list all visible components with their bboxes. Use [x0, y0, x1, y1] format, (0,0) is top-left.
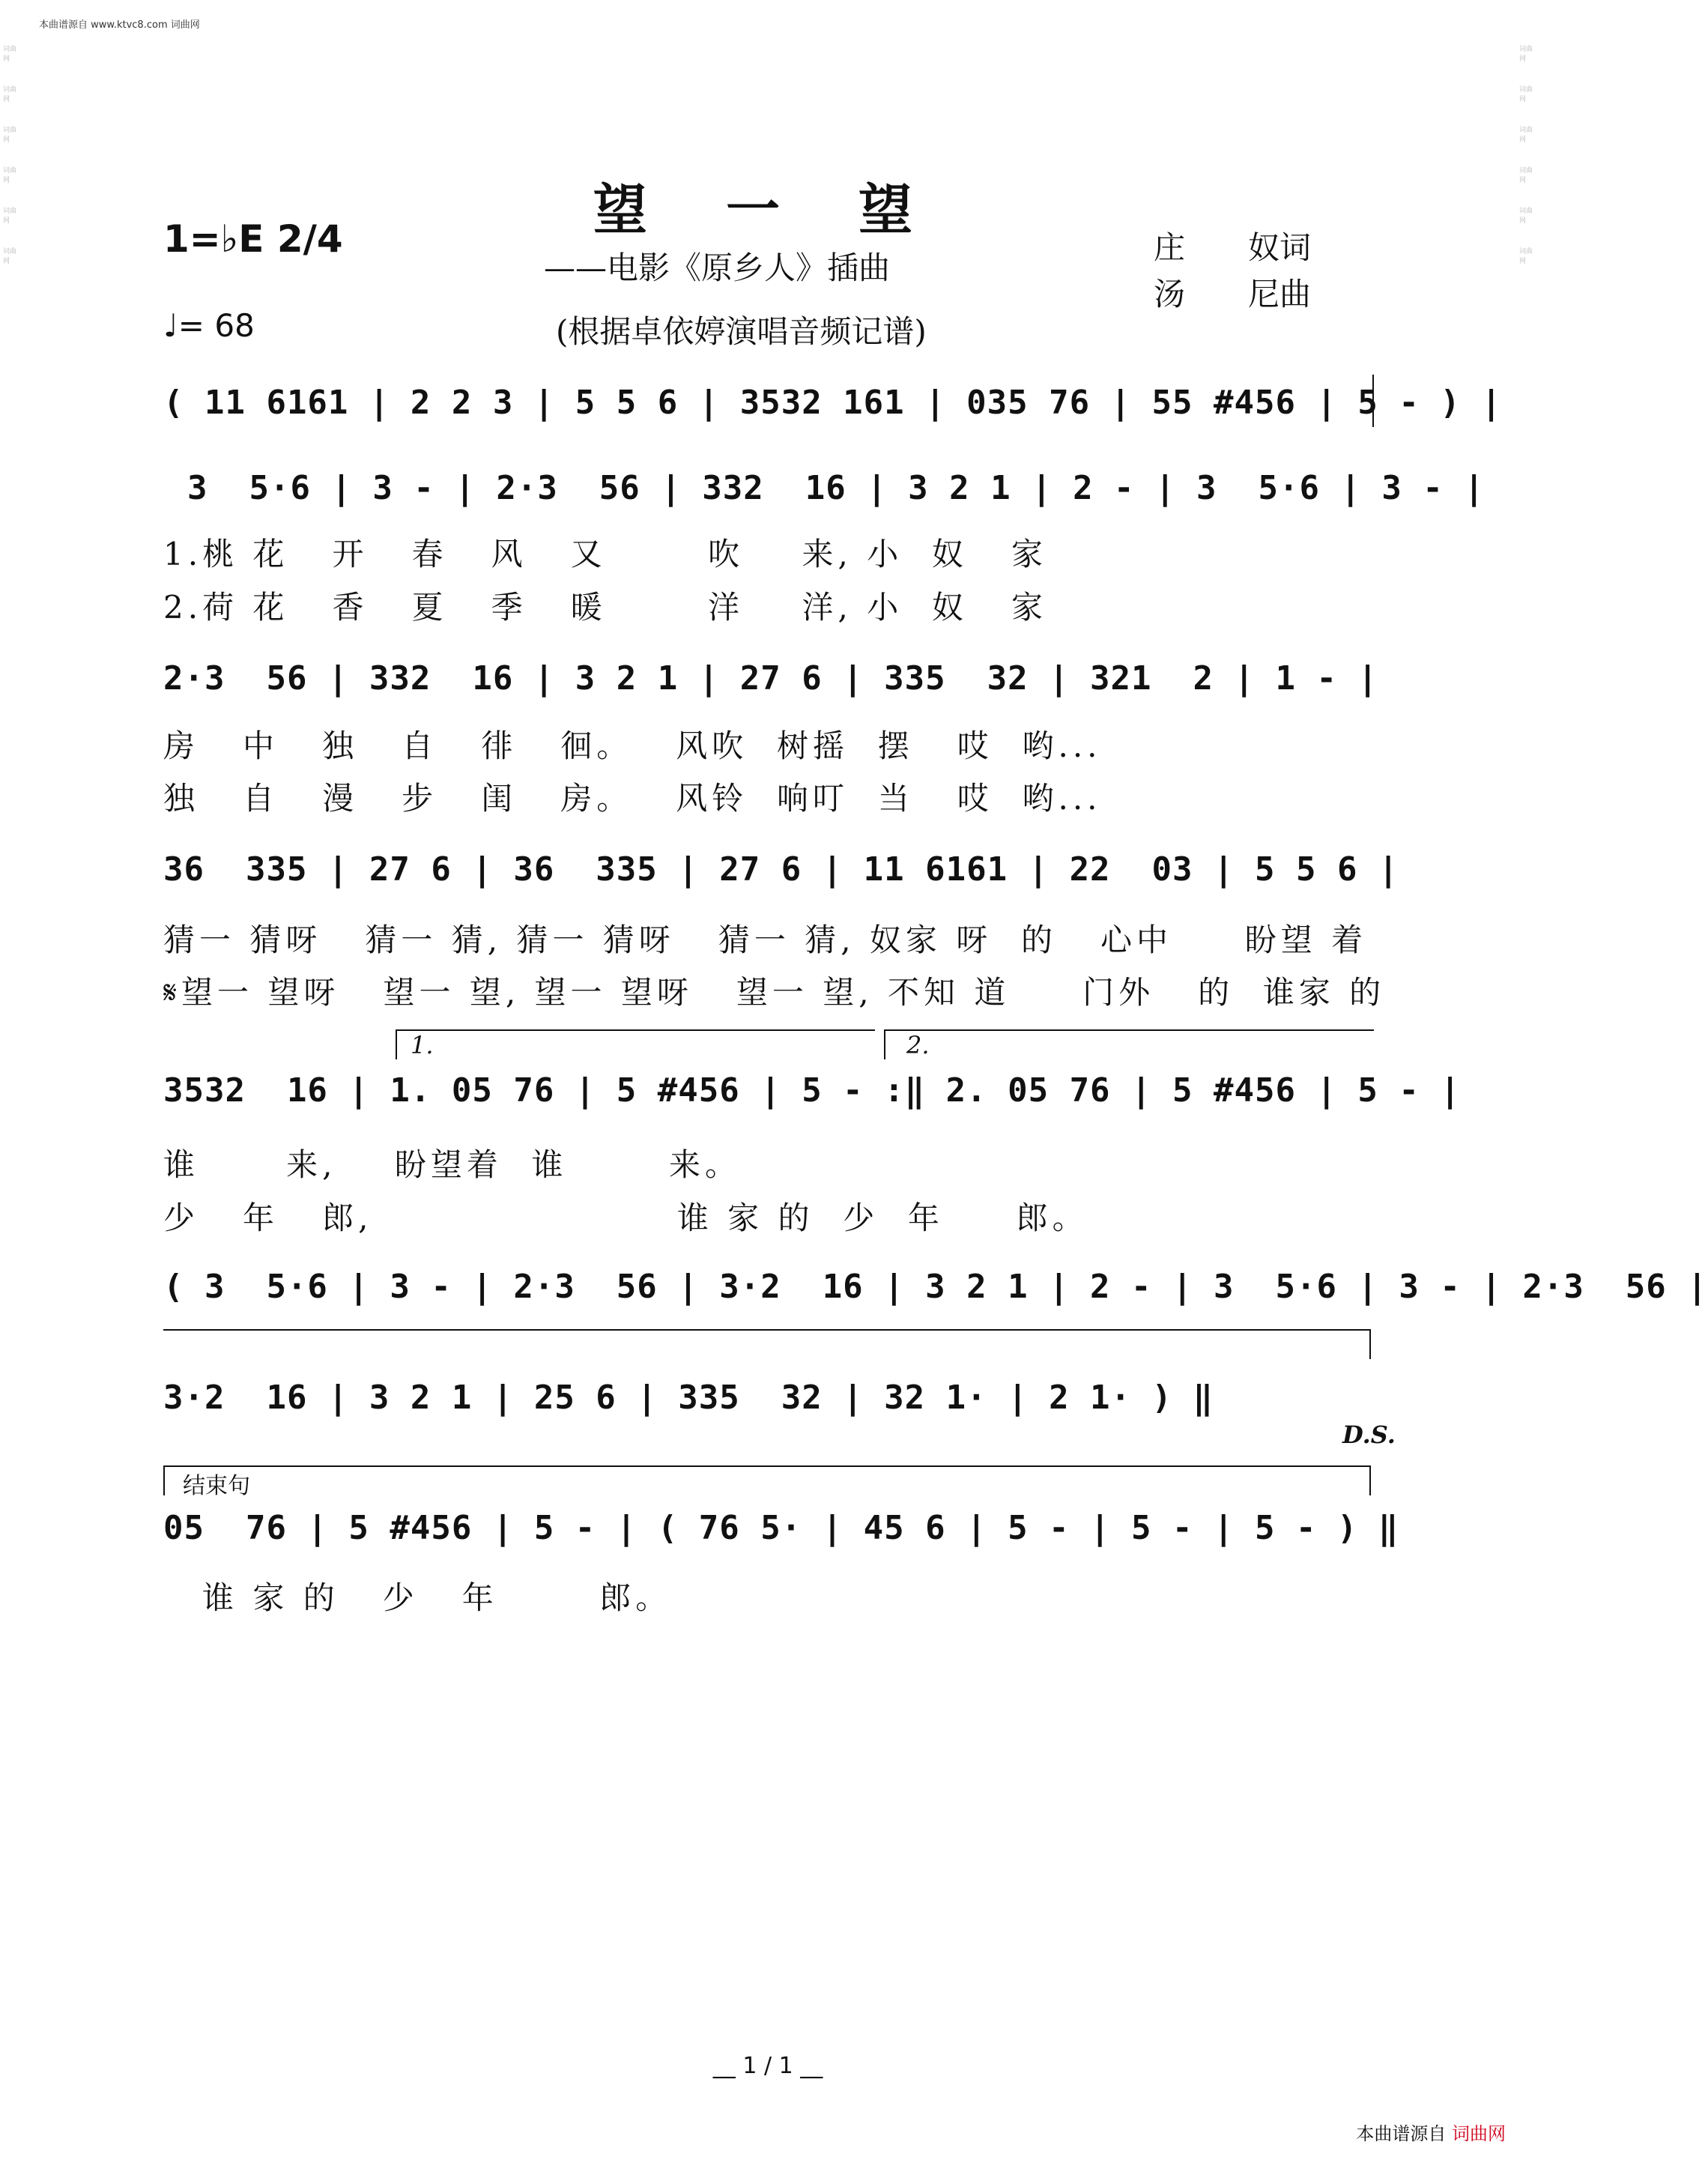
notation-line-7: 3·2 16 | 3 2 1 | 25 6 | 335 32 | 32 1· | 2 1· ) ‖ [163, 1379, 1214, 1417]
ending-bracket-start [163, 1465, 165, 1495]
lyrics-line-8: 谁 家 的 少 年 郎。 [202, 1579, 672, 1616]
volta-bracket-2 [884, 1029, 1374, 1031]
lyrics-line-5-verse-1: 谁 来, 盼望着 谁 来。 [163, 1146, 742, 1183]
footer-source-text: 本曲谱源自 [1356, 2123, 1447, 2144]
volta-bracket-2-start [884, 1029, 885, 1059]
song-subtitle: ——电影《原乡人》插曲 [544, 249, 891, 286]
volta-1-label: 1. [411, 1031, 434, 1059]
right-watermark-strip: 词曲网 词曲网 词曲网 词曲网 词曲网 词曲网 [1519, 46, 1533, 265]
lyrics-line-3-verse-1: 房 中 独 自 徘 徊。 风吹 树摇 摆 哎 哟... [163, 727, 1102, 764]
tempo-marking: ♩= 68 [163, 307, 255, 344]
notation-line-5: 3532 16 | 1. 05 76 | 5 #456 | 5 - :‖ 2. 05 76 | 5 #456 | 5 - | [163, 1071, 1461, 1110]
volta-bracket-1 [396, 1029, 875, 1031]
composer-credit: 汤 尼曲 [1154, 276, 1312, 312]
volta-2-label: 2. [906, 1031, 930, 1059]
interlude-bracket-end [1369, 1329, 1371, 1359]
notation-line-8: 05 76 | 5 #456 | 5 - | ( 76 5· | 45 6 | 5 - | 5 - | 5 - ) ‖ [163, 1509, 1399, 1547]
page-number: __ 1 / 1 __ [712, 2053, 823, 2079]
notation-line-2: 3 5·6 | 3 - | 2·3 56 | 332 16 | 3 2 1 | 2 - | 3 5·6 | 3 - | [187, 469, 1485, 507]
lyrics-line-3-verse-2: 独 自 漫 步 闺 房。 风铃 响叮 当 哎 哟... [163, 780, 1102, 817]
lyricist-credit: 庄 奴词 [1154, 229, 1312, 266]
footer-brand-text: 词曲网 [1452, 2123, 1506, 2144]
key-signature: 1=♭E 2/4 [163, 217, 343, 261]
ending-bracket [163, 1465, 1369, 1467]
lyrics-line-5-verse-2: 少 年 郎, 谁 家 的 少 年 郎。 [163, 1199, 1088, 1236]
ending-bracket-end [1369, 1465, 1371, 1495]
lyrics-line-2-verse-2: 2.荷 花 香 夏 季 暖 洋 洋, 小 奴 家 [163, 589, 1047, 626]
volta-bracket-1-start [396, 1029, 397, 1059]
left-watermark-strip: 词曲网 词曲网 词曲网 词曲网 词曲网 词曲网 [3, 46, 17, 265]
source-watermark: 本曲谱源自 www.ktvc8.com 词曲网 [39, 19, 200, 31]
lyrics-line-2-verse-1: 1.桃 花 开 春 风 又 吹 来, 小 奴 家 [163, 536, 1047, 572]
lyrics-line-4-verse-2: 𝄋望一 望呀 望一 望, 望一 望呀 望一 望, 不知 道 门外 的 谁家 的 [163, 974, 1386, 1011]
notation-line-3: 2·3 56 | 332 16 | 3 2 1 | 27 6 | 335 32 | 321 2 | 1 - | [163, 659, 1378, 698]
interlude-bracket [163, 1329, 1369, 1331]
footer-watermark [1356, 2119, 1506, 2145]
song-title: 望 一 望 [593, 178, 943, 241]
dal-segno-marking: D.S. [1342, 1421, 1396, 1449]
barline-end-1 [1372, 375, 1374, 427]
lyrics-line-4-verse-1: 猜一 猜呀 猜一 猜, 猜一 猜呀 猜一 猜, 奴家 呀 的 心中 盼望 着 [163, 922, 1368, 958]
notation-line-6: ( 3 5·6 | 3 - | 2·3 56 | 3·2 16 | 3 2 1 | 2 - | 3 5·6 | 3 - | 2·3 56 | [163, 1268, 1708, 1306]
notation-line-1: ( 11 6161 | 2 2 3 | 5 5 6 | 3532 161 | 035 76 | 55 #456 | 5 - ) | [163, 384, 1502, 422]
notation-line-4: 36 335 | 27 6 | 36 335 | 27 6 | 11 6161 | 22 03 | 5 5 6 | [163, 850, 1399, 889]
transcription-note: (根据卓依婷演唱音频记谱) [556, 313, 927, 350]
coda-label: 结束句 [183, 1473, 250, 1499]
